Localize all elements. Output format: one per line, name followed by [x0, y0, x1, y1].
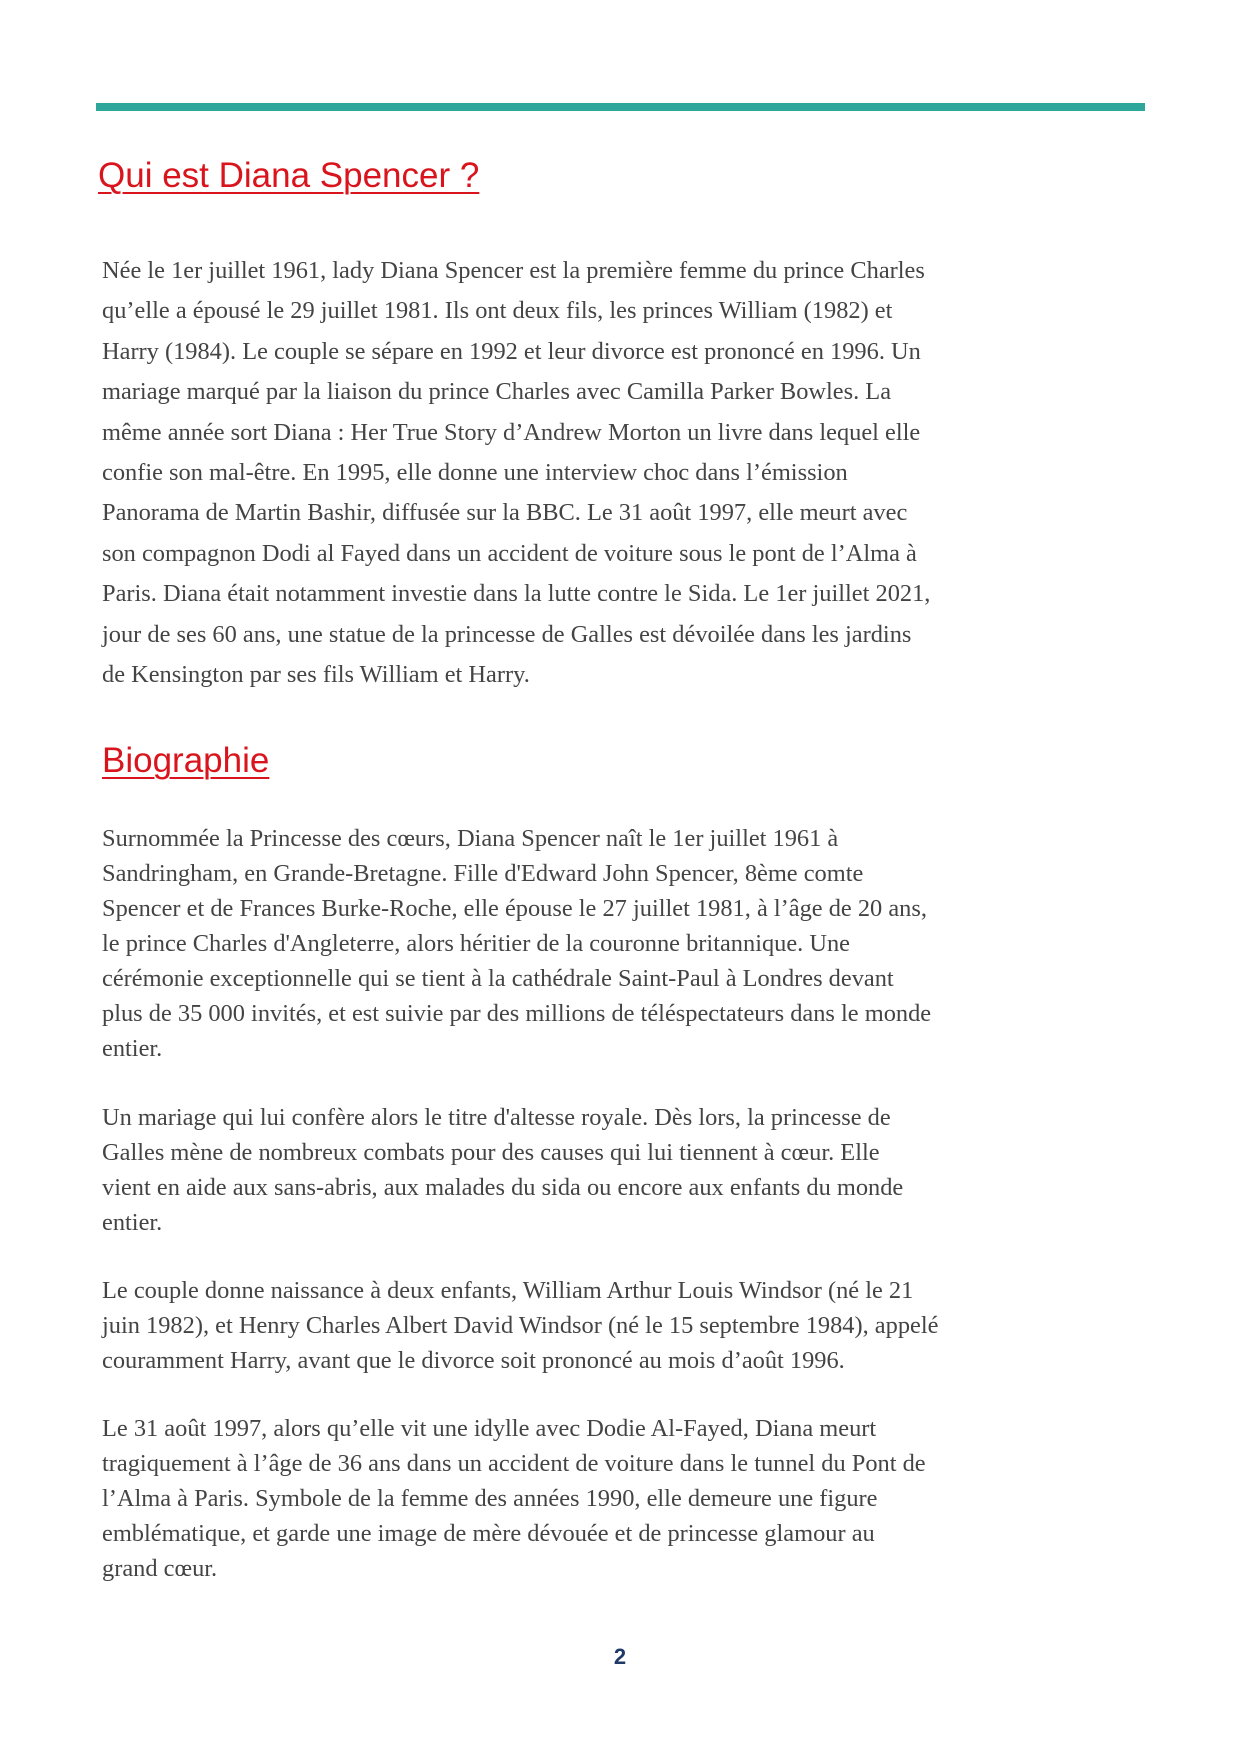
paragraph-line: plus de 35 000 invités, et est suivie par des millions de téléspectateurs dans le monde: [102, 1000, 932, 1027]
paragraph-line: Surnommée la Princesse des cœurs, Diana Spencer naît le 1er juillet 1961 à: [102, 825, 839, 852]
paragraph-line: vient en aide aux sans-abris, aux malades du sida ou encore aux enfants du monde: [102, 1174, 904, 1201]
top-divider: [96, 103, 1145, 111]
paragraph-line: mariage marqué par la liaison du prince Charles avec Camilla Parker Bowles. La: [102, 378, 892, 406]
paragraph-line: Harry (1984). Le couple se sépare en 1992 et leur divorce est prononcé en 1996. Un: [102, 337, 921, 365]
paragraph-line: Galles mène de nombreux combats pour des causes qui lui tiennent à cœur. Elle: [102, 1139, 880, 1166]
paragraph-line: Née le 1er juillet 1961, lady Diana Spencer est la première femme du prince Charles: [102, 257, 925, 284]
paragraph-line: Un mariage qui lui confère alors le titre d'altesse royale. Dès lors, la princesse de: [102, 1104, 891, 1131]
paragraph-line: Le 31 août 1997, alors qu’elle vit une idylle avec Dodie Al-Fayed, Diana meurt: [102, 1415, 877, 1442]
intro-paragraph: [102, 251, 1162, 695]
paragraph-line: cérémonie exceptionnelle qui se tient à la cathédrale Saint-Paul à Londres devant: [102, 965, 894, 992]
page-number: 2: [613, 1644, 627, 1669]
paragraph-line: couramment Harry, avant que le divorce soit prononcé au mois d’août 1996.: [102, 1347, 845, 1374]
paragraph-line: Le couple donne naissance à deux enfants, William Arthur Louis Windsor (né le 21: [102, 1277, 914, 1304]
paragraph-line: de Kensington par ses fils William et Harry.: [102, 661, 530, 689]
biography-paragraph-4: [102, 1411, 1162, 1586]
paragraph-line: entier.: [102, 1035, 163, 1062]
paragraph-line: Paris. Diana était notamment investie dans la lutte contre le Sida. Le 1er juillet 2021,: [102, 580, 931, 608]
paragraph-line: confie son mal-être. En 1995, elle donne une interview choc dans l’émission: [102, 459, 848, 487]
paragraph-line: tragiquement à l’âge de 36 ans dans un accident de voiture dans le tunnel du Pont de: [102, 1450, 926, 1477]
paragraph-line: juin 1982), et Henry Charles Albert David Windsor (né le 15 septembre 1984), appelé: [102, 1312, 939, 1339]
paragraph-line: même année sort Diana : Her True Story d’Andrew Morton un livre dans lequel elle: [102, 418, 921, 446]
paragraph-line: le prince Charles d'Angleterre, alors héritier de la couronne britannique. Une: [102, 930, 851, 957]
paragraph-line: entier.: [102, 1209, 163, 1236]
paragraph-line: grand cœur.: [102, 1555, 218, 1582]
paragraph-line: jour de ses 60 ans, une statue de la princesse de Galles est dévoilée dans les jardins: [102, 620, 912, 648]
paragraph-line: Panorama de Martin Bashir, diffusée sur la BBC. Le 31 août 1997, elle meurt avec: [102, 499, 908, 527]
paragraph-line: emblématique, et garde une image de mère dévouée et de princesse glamour au: [102, 1520, 875, 1547]
paragraph-line: Spencer et de Frances Burke-Roche, elle épouse le 27 juillet 1981, à l’âge de 20 ans,: [102, 895, 927, 922]
paragraph-line: Sandringham, en Grande-Bretagne. Fille d'Edward John Spencer, 8ème comte: [102, 860, 864, 887]
paragraph-line: son compagnon Dodi al Fayed dans un accident de voiture sous le pont de l’Alma à: [102, 539, 917, 567]
paragraph-line: l’Alma à Paris. Symbole de la femme des années 1990, elle demeure une figure: [102, 1485, 878, 1512]
section-heading-biographie: Biographie: [102, 741, 270, 780]
biography-paragraph-3: [102, 1273, 1162, 1378]
biography-paragraph-2: [102, 1100, 1162, 1240]
biography-paragraph-1: [102, 821, 1162, 1066]
paragraph-line: qu’elle a épousé le 29 juillet 1981. Ils ont deux fils, les princes William (1982) et: [102, 297, 893, 325]
section-heading-qui-est-diana: Qui est Diana Spencer ?: [98, 156, 480, 195]
